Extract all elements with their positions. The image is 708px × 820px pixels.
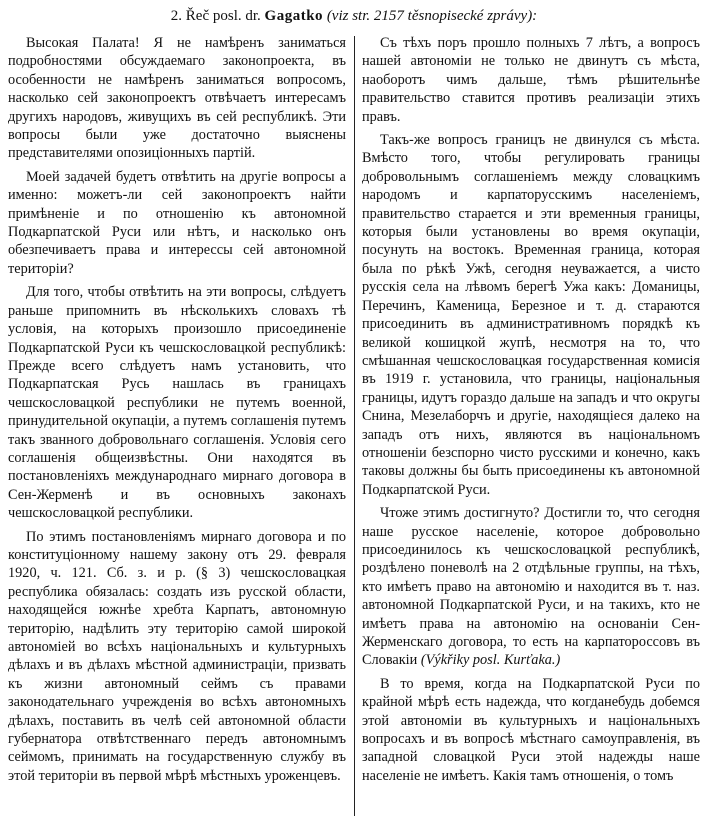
paragraph: По этимъ постановленіямъ мирнаго договора и по конституціонному нашему закону отъ 29. февраля 1920, ч. 121. Сб. з. и р. (§ 3) чешскословацкая республика обязалась: создать изъ русской области, находящейся южнѣе хребта Карпатъ, автономную територію, надѣлить эту територію самой широкой автономіей во всѣхъ національныхъ и культурныхъ дѣлахъ и въ дѣлахъ мѣстной администраціи, призвать къ жизни автономный сеймъ съ правами законодательнаго учрежденія во всѣхъ автономныхъ дѣлахъ, поставить въ челѣ сей автономной области губернатора отвѣтственнаго передъ автономнымъ сеймомъ, принимать на государственную службу въ этой територіи въ первой мѣрѣ мѣстныхъ уроженцевъ. [8, 528, 346, 784]
speaker-name: Gagatko [264, 8, 324, 24]
paragraph-text: Чтоже этимъ достигнуто? Достигли то, что сегодня наше русское населеніе, которое добровольно присоединилось къ чешскословацкой республикѣ, роздѣлено поневолѣ на 2 отдѣльные группы, на тѣхъ, кто имѣетъ право на автономію и находится въ т. наз. автономной Подкарпатской Руси, и на такихъ, кто не имѣетъ права на автономію на основаніи Сен-Жерменскаго договора, то есть на карпатороссовъ въ Словакіи [362, 505, 700, 669]
left-column [8, 34, 346, 790]
column-divider [354, 36, 355, 816]
paragraph-with-interjection [362, 504, 700, 670]
paragraph: Такъ-же вопросъ границъ не двинулся съ мѣста. Вмѣсто того, чтобы регулировать границы добровольнымъ соглашеніемъ между словацкимъ народомъ и карпаторусскимъ населеніемъ, правительство старается и эти временныя границы, которыя были установлены во время окупаціи, посунуть на востокъ. Временная граница, которая была по рѣкѣ Ужѣ, сегодня неуважается, а чисто русскія села на лѣвомъ берегѣ Ужа какъ: Доманицы, Перечинъ, Каменица, Березное и т. д. стараются присоединить въ административномъ порядкѣ къ великой кошицкой жупѣ, несмотря на то, что смѣшанная чешскословацкая государственная комисія въ 1919 г. установила, что границы, національныя границы, идутъ гораздо дальше на западъ и что округы Снина, Мезелаборчъ и другіе, находящіеся далеко на западъ отъ нихъ, являются въ національномъ отношеніи безспорно чисто русскими и конечно, какъ таковы должны бы быть присоединены къ автономной Подкарпатской Руси. [362, 132, 700, 498]
right-column [362, 34, 700, 790]
paragraph: В то время, когда на Подкарпатской Руси по крайной мѣрѣ есть надежда, что когданебудь добемся этой автономіи въ культурныхъ и національныхъ вопросахъ и въ вопросѣ мѣстнаго самоуправленія, въ западной словацкой Руси этой надежды наше населеніе не имѣетъ. Какія тамъ отношенія, о томъ [362, 675, 700, 784]
paragraph: Для того, чтобы отвѣтить на эти вопросы, слѣдуетъ раньше припомнить въ нѣсколькихъ словахъ тѣ условія, на которыхъ произошло присоединеніе Подкарпатской Руси къ чешскословацкой республикѣ: Прежде всего слѣдуетъ намъ установить, что Подкарпатская Русь нашлась въ границахъ чешскословацкой республики не путемъ военной, принудительной окупаціи, а путемъ соглашенія путемъ такъ званного добровольнаго соглашенія. Условія сего соглашенія общеизвѣстны. Они находятся въ постановленіяхъ международнаго мирнаго договора в Сен-Жерменѣ и въ основныхъ законахъ чешскословацкой республики. [8, 284, 346, 522]
heading-prefix: 2. Řeč posl. dr. [170, 8, 261, 24]
heading-reference: (viz str. 2157 těsnopisecké zprávy): [326, 8, 538, 24]
paragraph: Моей задачей будетъ отвѣтить на другіе вопросы а именно: можетъ-ли сей законопроектъ найти примѣненіе и по отношенію къ автономной Подкарпатской Руси или нѣтъ, и насколько онъ обезпечиваетъ права и интерессы сей автономной територіи? [8, 168, 346, 277]
interjection: (Výkřiky posl. Kurťaka.) [420, 652, 561, 669]
text-columns [8, 34, 700, 790]
speech-heading [8, 6, 700, 26]
paragraph: Съ тѣхъ поръ прошло полныхъ 7 лѣтъ, а вопросъ нашей автономіи не только не двинутъ съ мѣста, наоборотъ чимъ дальше, тѣмъ рѣшительнѣе правительство ставится противъ реализаціи этихъ правъ. [362, 35, 700, 125]
paragraph: Высокая Палата! Я не намѣренъ заниматься подробностями обсуждаемаго законопроекта, въ особенности не намѣренъ заниматься вопросомъ, насколько сей законопроектъ отвѣчаетъ интересамъ другихъ народовъ, живущихъ въ сей республикѣ. Эти вопросы были уже достаточно выяснены представителями опозиціонныхъ партій. [8, 35, 346, 162]
